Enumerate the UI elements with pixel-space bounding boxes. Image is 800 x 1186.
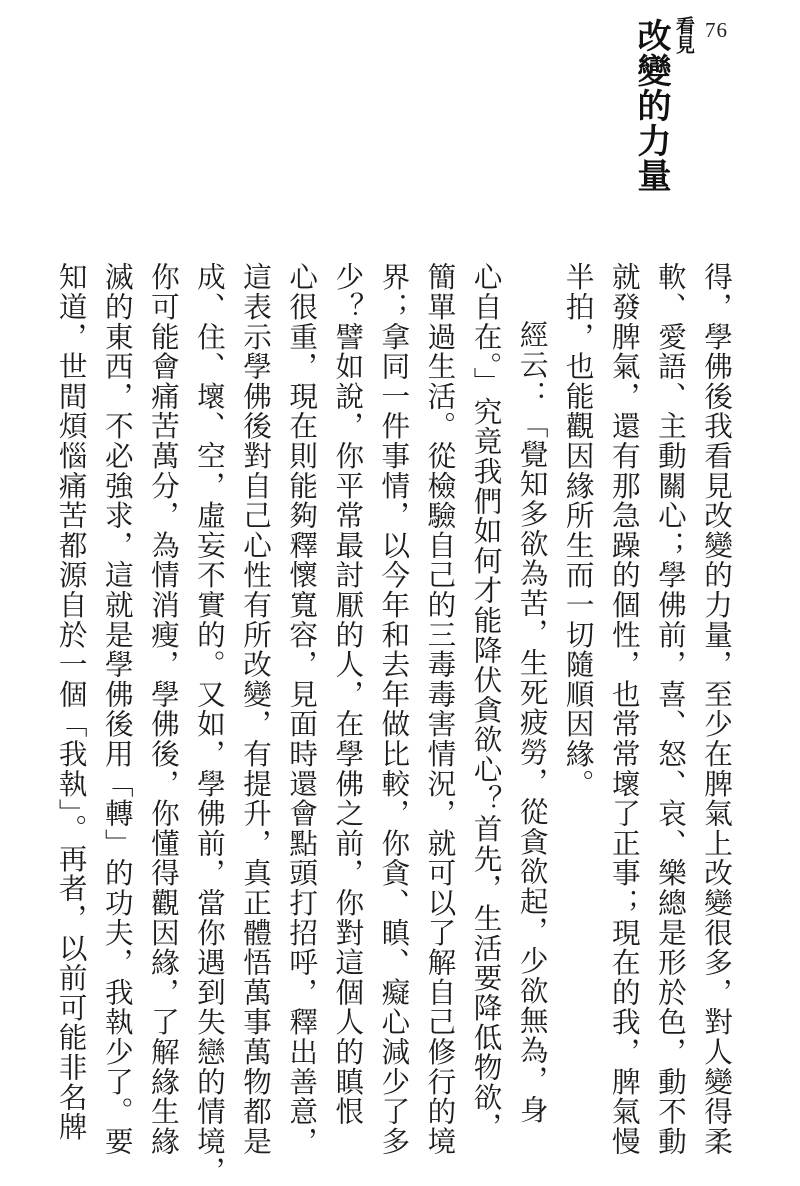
text-column: 經云：「覺知多欲為苦，生死疲勞，從貪欲起，少欲無為，身 [515, 320, 550, 1125]
page-number: 76 [705, 18, 728, 42]
text-column: 成、住、壞、空，虛妄不實的。又如，學佛前，當你遇到失戀的情境， [192, 262, 227, 1186]
text-column: 軟、愛語、主動關心；學佛前，喜、怒、哀、樂總是形於色，動不動 [653, 262, 688, 1156]
text-column: 半拍，也能觀因緣所生而一切隨順因緣。 [561, 262, 596, 799]
text-column: 界；拿同一件事情，以今年和去年做比較，你貪、瞋、癡心減少了多 [377, 262, 412, 1156]
text-column: 就發脾氣，還有那急躁的個性，也常常壞了正事；現在的我，脾氣慢 [607, 262, 642, 1156]
text-column: 這表示學佛後對自己心性有所改變，有提升，真正體悟萬事萬物都是 [239, 262, 274, 1156]
text-column: 心很重，現在則能夠釋懷寬容，見面時還會點頭打招呼，釋出善意， [285, 262, 320, 1156]
text-column: 知道，世間煩惱痛苦都源自於一個「我執」。再者，以前可能非名牌 [54, 262, 89, 1142]
text-column: 滅的東西，不必強求，這就是學佛後用「轉」的功夫，我執少了。要 [100, 262, 135, 1156]
text-column: 簡單過生活。從檢驗自己的三毒毒害情況，就可以了解自己修行的境 [423, 262, 458, 1156]
text-column: 得，學佛後我看見改變的力量，至少在脾氣上改變很多，對人變得柔 [700, 262, 734, 1156]
chapter-label: 看見 [673, 16, 695, 54]
text-column: 你可能會痛苦萬分，為情消瘦，學佛後，你懂得觀因緣，了解緣生緣 [146, 262, 181, 1156]
chapter-title: 改變的力量 [631, 18, 671, 193]
text-column: 心自在。」究竟我們如何才能降伏貪欲心？首先，生活要降低物欲， [469, 262, 504, 1142]
text-column: 少？譬如說，你平常最討厭的人，在學佛之前，你對這個人的瞋恨 [331, 262, 366, 1127]
body-text [54, 262, 740, 1186]
